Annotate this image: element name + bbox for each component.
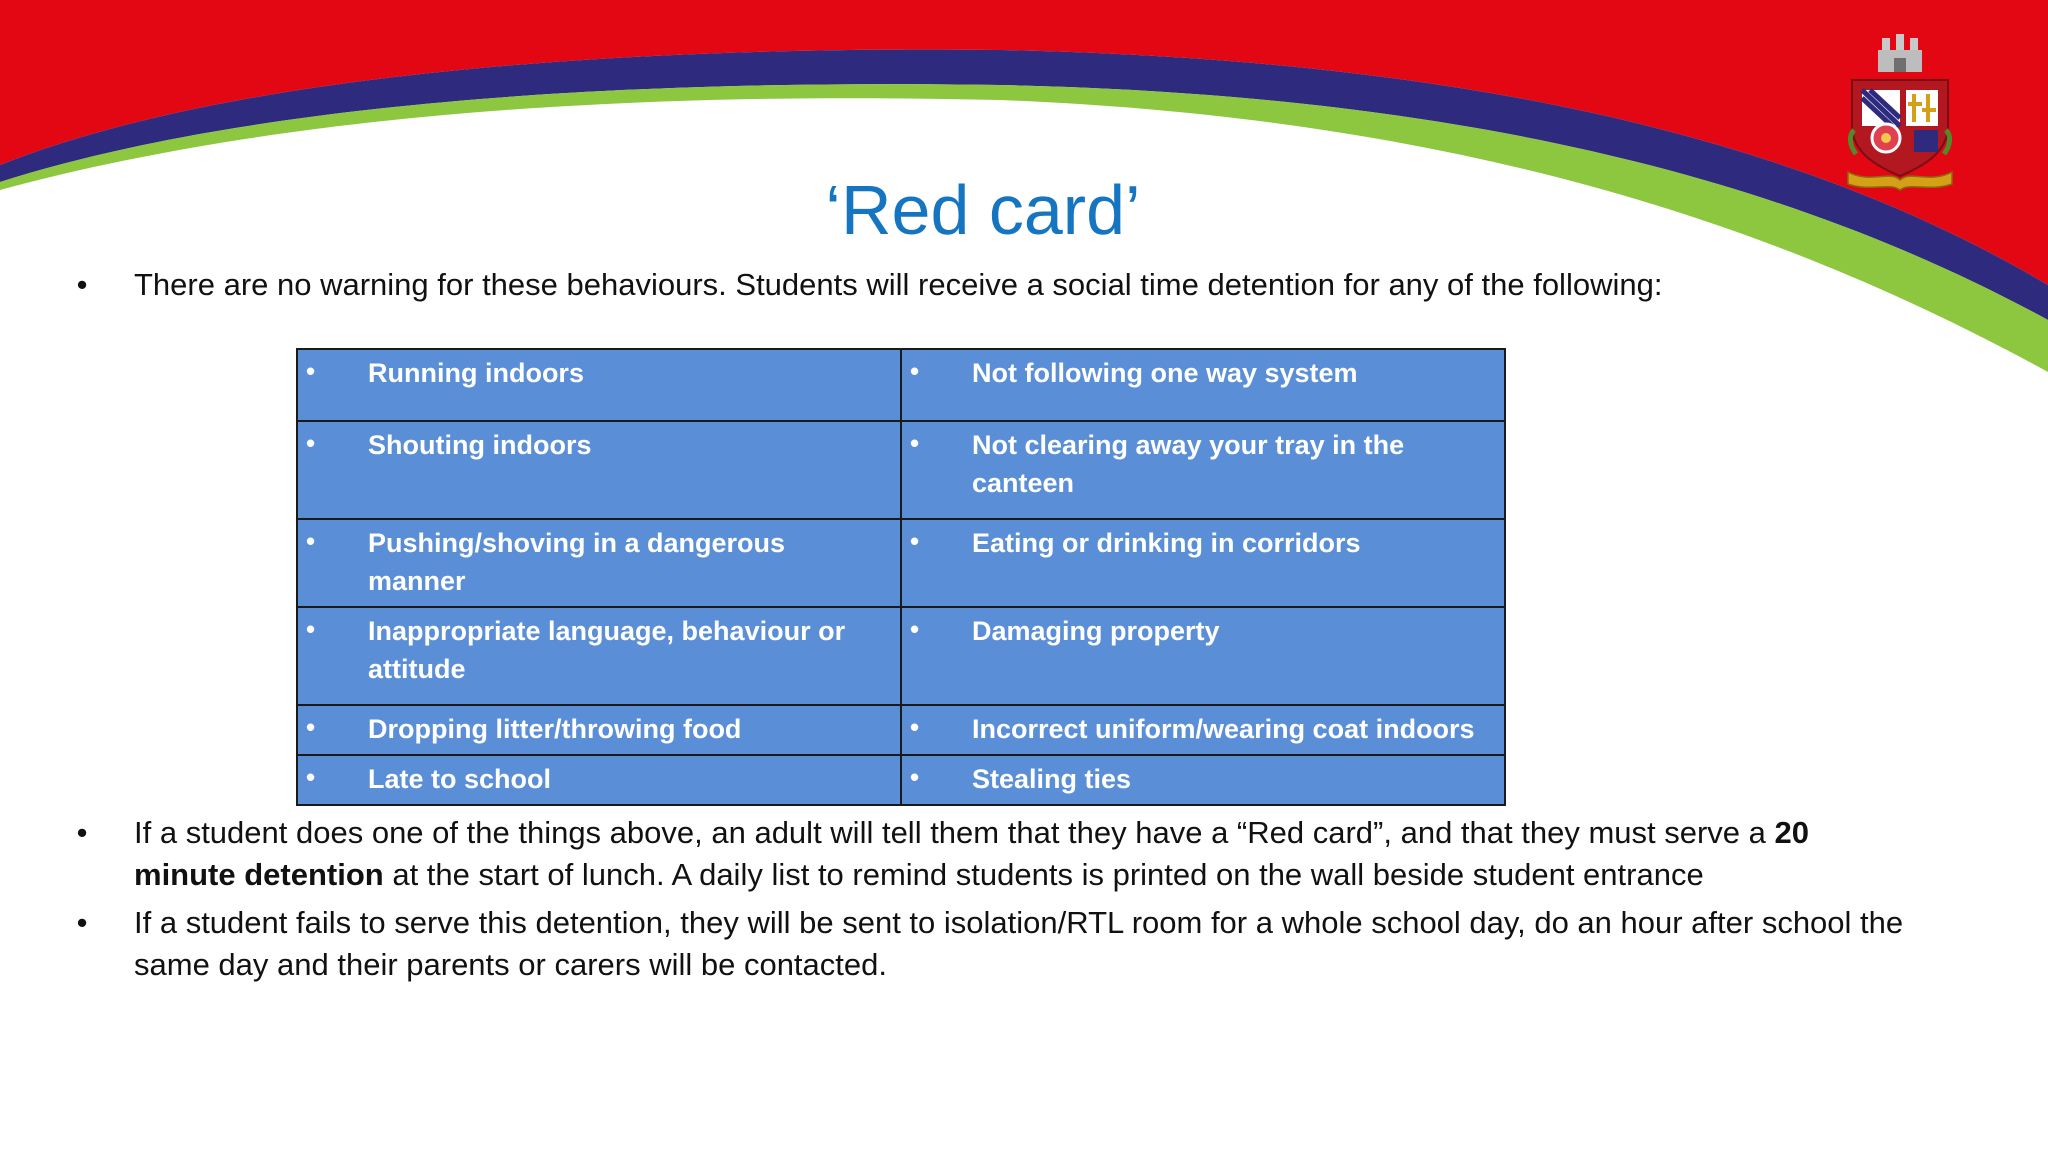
detention-bullet-text <box>134 812 1892 896</box>
table-cell-text: Dropping litter/throwing food <box>368 714 742 744</box>
table-cell-left <box>297 349 901 421</box>
bullet-dot: • <box>76 815 88 850</box>
table-bullet-dot: • <box>306 428 316 458</box>
table-row <box>297 607 1505 705</box>
table-cell-text: Eating or drinking in corridors <box>972 528 1361 558</box>
table-cell-text: Running indoors <box>368 358 584 388</box>
table-bullet-dot: • <box>306 762 316 792</box>
table-cell-text: Not following one way system <box>972 358 1358 388</box>
table-row <box>297 421 1505 519</box>
table-bullet-dot: • <box>910 356 920 386</box>
table-cell-right <box>901 755 1505 805</box>
table-bullet-dot: • <box>306 712 316 742</box>
table-cell-left <box>297 519 901 607</box>
slide-title: ‘Red card’ <box>825 171 1141 249</box>
table-bullet-dot: • <box>306 356 316 386</box>
consequence-bullet <box>72 902 1952 986</box>
table-row <box>297 349 1505 421</box>
table-cell-right <box>901 349 1505 421</box>
bullet-dot: • <box>76 267 88 302</box>
table-cell-right <box>901 705 1505 755</box>
table-row <box>297 519 1505 607</box>
detention-text-bold: 20 minute detention <box>134 815 1810 892</box>
table-bullet-dot: • <box>910 428 920 458</box>
table-bullet-dot: • <box>306 614 316 644</box>
detention-text-before: If a student does one of the things above, an adult will tell them that they have a “Red card”, and that they must serve a <box>134 815 1775 850</box>
table-cell-left <box>297 421 901 519</box>
table-cell-text: Incorrect uniform/wearing coat indoors <box>972 714 1475 744</box>
detention-text-after: at the start of lunch. A daily list to remind students is printed on the wall beside student entrance <box>383 857 1704 892</box>
detention-bullet <box>72 812 1892 896</box>
intro-bullet-text: There are no warning for these behaviours. Students will receive a social time detention for any of the following: <box>134 267 1663 302</box>
table-cell-text: Late to school <box>368 764 552 794</box>
intro-bullet <box>72 264 1972 306</box>
table-bullet-dot: • <box>910 712 920 742</box>
bullet-dot: • <box>76 905 88 940</box>
table-cell-right <box>901 607 1505 705</box>
table-cell-right <box>901 519 1505 607</box>
table-bullet-dot: • <box>910 614 920 644</box>
table-bullet-dot: • <box>910 762 920 792</box>
table-cell-text: Not clearing away your tray in the canteen <box>972 430 1405 498</box>
table-cell-text: Damaging property <box>972 616 1220 646</box>
table-row <box>297 705 1505 755</box>
table-cell-left <box>297 607 901 705</box>
table-bullet-dot: • <box>910 526 920 556</box>
table-cell-right <box>901 421 1505 519</box>
table-cell-text: Pushing/shoving in a dangerous manner <box>368 528 786 596</box>
table-bullet-dot: • <box>306 526 316 556</box>
table-cell-text: Shouting indoors <box>368 430 592 460</box>
table-cell-text: Stealing ties <box>972 764 1132 794</box>
table-cell-left <box>297 755 901 805</box>
table-cell-left <box>297 705 901 755</box>
table-row <box>297 755 1505 805</box>
table-cell-text: Inappropriate language, behaviour or attitude <box>368 616 846 684</box>
behaviours-table <box>296 348 1506 806</box>
consequence-bullet-text: If a student fails to serve this detention, they will be sent to isolation/RTL room for a whole school day, do an hour after school the same day and their parents or carers will be contacted. <box>134 905 1904 982</box>
